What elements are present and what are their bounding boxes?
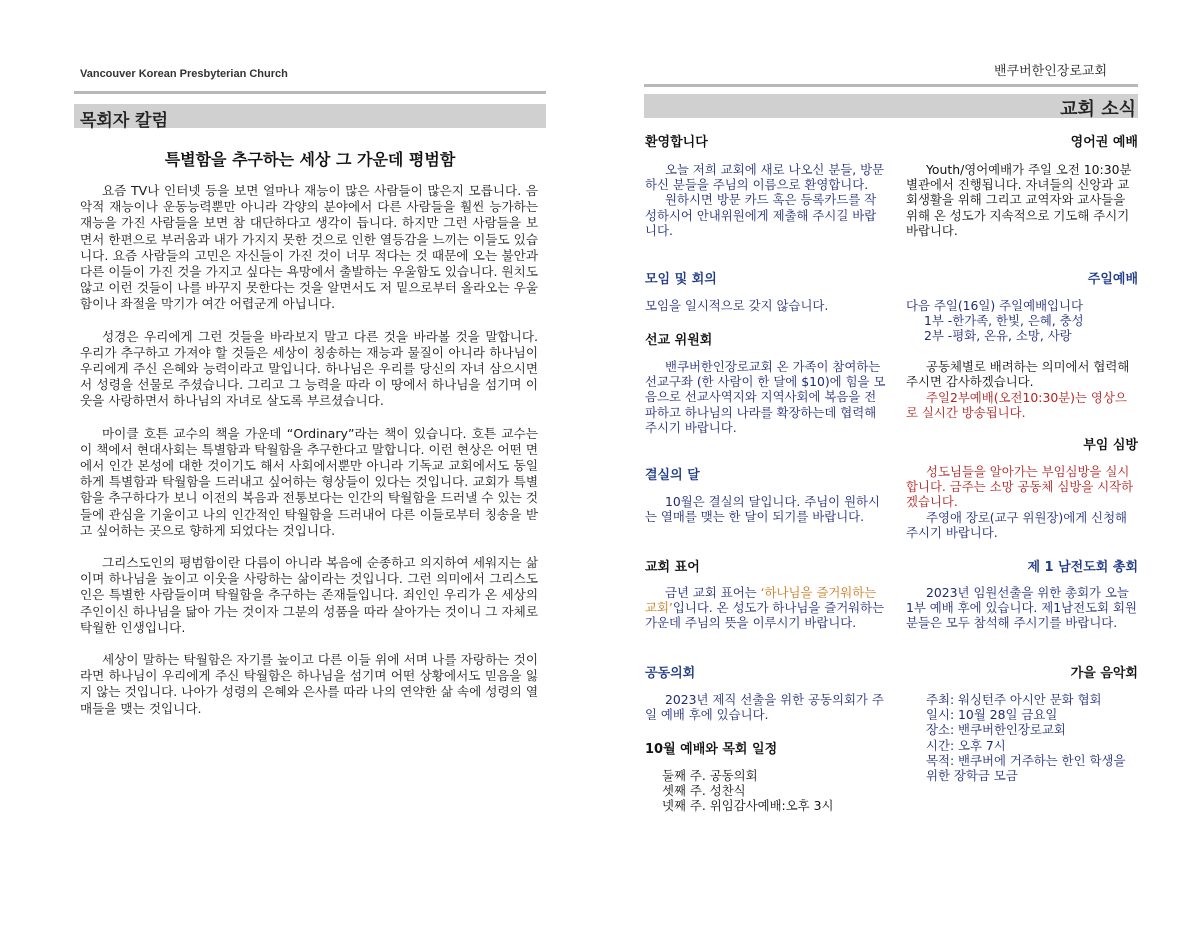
sunday-worship-line1: 다음 주일(16일) 주일예배입니다 (906, 298, 1083, 313)
harvest-heading: 결실의 달 (645, 468, 700, 483)
schedule-item: 넷째 주. 위임감사예배:오후 3시 (662, 798, 834, 814)
motto-text (645, 585, 887, 631)
left-header-rule (74, 91, 546, 94)
right-header-rule (644, 84, 1138, 87)
english-worship-heading: 영어권 예배 (1070, 135, 1138, 150)
mission-heading: 선교 위원회 (645, 333, 713, 348)
joint-council-heading: 공동의회 (645, 666, 696, 681)
english-worship-text: Youth/영어예배가 주일 오전 10:30분 별관에서 진행됩니다. 자녀들의 신앙과 교회생활을 위해 그리고 교역자와 교사들을 위해 온 성도가 지속적으로 기도해 주시기 바랍니다. (906, 162, 1132, 238)
visitation-red: 성도님들을 알아가는 부임심방을 실시합니다. 금주는 소망 공동체 심방을 시작하겠습니다. (906, 464, 1134, 510)
motto-pre: 금년 교회 표어는 (665, 585, 761, 600)
pastor-column-title: 목회자 칼럼 (80, 111, 169, 131)
church-name-english: Vancouver Korean Presbyterian Church (80, 68, 288, 80)
mens-assembly-text: 2023년 임원선출을 위한 총회가 오늘 1부 예배 후에 있습니다. 제1남전도회 회원분들은 모두 참석해 주시기를 바랍니다. (906, 585, 1137, 631)
motto-highlight: ‘하나님을 즐거워하는 교회’ (645, 585, 877, 616)
concert-line: 시간: 오후 7시 (926, 737, 1006, 753)
welcome-heading: 환영합니다 (645, 135, 708, 150)
concert-line: 장소: 밴쿠버한인장로교회 (926, 722, 1066, 738)
article-paragraph-1: 요즘 TV나 인터넷 등을 보면 얼마나 재능이 많은 사람들이 많은지 모릅니다. 음악적 재능이나 운동능력뿐만 아니라 각양의 분야에서 다른 사람들을 훨씬 능가하는 재능을 가진 사람들을 보면 참 대단하다고 생각이 듭니다. 하지만 그런 사람들을 보면서 한편으로 부러움과 내가 가지지 못한 것으로 인한 열등감을 느끼는 이들도 있습니다. 요즘 사람들의 고민은 자신들이 가진 것이 너무 적다는 것 때문에 오는 불안과 다른 이들이 가진 것을 가지고 싶다는 욕망에서 출발하는 우울함도 있습니다. 원치도 않고 이런 것들이 나를 바꾸지 못한다는 것을 알면서도 저 밑으로부터 올라오는 우울함이나 좌절을 막기가 여간 어렵군게 아닙니다. (80, 183, 538, 312)
sunday-worship-line2: 1부 -한가족, 한빛, 은혜, 충성 (924, 313, 1084, 329)
harvest-text: 10월은 결실의 달입니다. 주님이 원하시는 열매를 맺는 한 달이 되기를 바랍니다. (645, 494, 880, 525)
article-title: 특별함을 추구하는 세상 그 가운데 평범함 (164, 150, 456, 169)
welcome-p2: 원하시면 방문 카드 혹은 등록카드를 작성하시어 안내위원에게 제출해 주시길 바랍니다. (645, 192, 877, 238)
welcome-text (645, 162, 887, 238)
sunday-worship-line3: 2부 -평화, 온유, 소망, 사랑 (924, 328, 1072, 344)
schedule-heading: 10월 예배와 목회 일정 (645, 742, 778, 757)
sunday-worship-heading: 주일예배 (1087, 272, 1138, 287)
sunday-worship-text (906, 298, 1142, 344)
mission-text: 밴쿠버한인장로교회 온 가족이 참여하는 선교구좌 (한 사람이 한 달에 $10)에 힘을 모음으로 선교사역지와 지역사회에 복음을 전파하고 하나님의 나라를 확장하는데 협력해 주시기 바랍니다. (645, 359, 886, 435)
mens-assembly-heading: 제 1 남전도회 총회 (1027, 560, 1138, 575)
article-paragraph-4: 그리스도인의 평범함이란 다름이 아니라 복음에 순종하고 의지하여 세워지는 삶이며 하나님을 높이고 이웃을 사랑하는 삶이라는 것입니다. 그런 의미에서 그리스도인은 특별한 사람들이며 탁월함을 추구하는 존재들입니다. 죄인인 우리가 온 세상의 주인이신 하나님을 닮아 가는 것이자 그분의 성품을 따라 살아가는 것이니 그 자체로 탁월한 인생입니다. (80, 555, 538, 635)
visitation-text: 주영애 장로(교구 위원장)에게 신청해 주시기 바랍니다. (906, 510, 1128, 541)
pastor-column-banner (74, 104, 546, 131)
concert-line: 목적: 밴쿠버에 거주하는 한인 학생을 위한 장학금 모금 (926, 752, 1126, 784)
schedule-item: 셋째 주. 성찬식 (662, 783, 746, 799)
article-paragraph-2: 성경은 우리에게 그런 것들을 바라보지 말고 다른 것을 바라볼 것을 말합니다. 우리가 추구하고 가져야 할 것들은 세상이 칭송하는 재능과 물질이 아니라 하나님이 우리에게 주신 은혜와 능력이라고 말입니다. 하나님은 우리를 당신의 자녀 삼으시면서 성령을 선물로 주셨습니다. 그리고 그 능력을 따라 이 땅에서 하나님을 섬기며 이웃을 사랑하면서 하나님의 자녀로 살도록 부르셨습니다. (80, 328, 538, 409)
article-paragraph-3: 마이클 호튼 교수의 책을 가운데 “Ordinary”라는 책이 있습니다. 호튼 교수는 이 책에서 현대사회는 특별함과 탁월함을 추구한다고 말합니다. 이런 현상은 어떤 면에서 인간 본성에 대한 것이기도 해서 사회에서뿐만 아니라 기독교 교회에서도 동일하게 특별함과 탁월함을 드러내고 싶어하는 형상들이 있다는 것입니다. 교회가 특별함을 추구하다가 보니 이전의 복음과 전통보다는 인간의 탁월함을 드러낼 수 있는 것들에 관심을 기울이고 나의 인간적인 탁월함을 드러내어 다른 이들로부터 칭송을 받고 싶어하는 곳으로 향하게 되었다는 것입니다. (80, 425, 538, 538)
schedule-item: 둘째 주. 공동의회 (662, 768, 758, 783)
article-paragraph-5: 세상이 말하는 탁월함은 자기를 높이고 다른 이들 위에 서며 나를 자랑하는 것이라면 하나님이 우리에게 주신 탁월함은 하나님을 섬기며 어떤 상황에서도 믿음을 잃지 않는 것입니다. 나아가 성령의 은혜와 은사를 따라 나의 연약한 삶 속에 성령의 열매들을 맺는 것입니다. (80, 652, 538, 716)
joint-council-text: 2023년 제직 선출을 위한 공동의회가 주일 예배 후에 있습니다. (645, 692, 884, 723)
schedule-list (662, 768, 892, 814)
concert-line: 주최: 워싱턴주 아시안 문화 협회 (926, 692, 1102, 707)
church-news-banner (644, 94, 1138, 118)
visitation-heading: 부임 심방 (1083, 438, 1138, 453)
meetings-heading: 모임 및 회의 (645, 272, 717, 287)
church-name-korean: 밴쿠버한인장로교회 (994, 64, 1108, 79)
church-news-title: 교회 소식 (1060, 99, 1136, 120)
article-body (80, 183, 538, 733)
concert-heading: 가을 음악회 (1070, 666, 1138, 681)
sunday-worship-note: 공동체별로 배려하는 의미에서 협력해 주시면 감사하겠습니다. (906, 359, 1130, 390)
sunday-worship-broadcast: 주일2부예배(오전10:30분)는 영상으로 실시간 방송됩니다. (906, 390, 1127, 421)
motto-post: 입니다. 온 성도가 하나님을 즐거워하는 가운데 주님의 뜻을 이루시기 바랍니다. (645, 600, 885, 631)
concert-line: 일시: 10월 28일 금요일 (926, 707, 1058, 723)
meetings-text: 모임을 일시적으로 갖지 않습니다. (645, 298, 829, 313)
concert-details (926, 692, 1138, 783)
motto-heading: 교회 표어 (645, 560, 700, 575)
welcome-p1: 오늘 저희 교회에 새로 나오신 분들, 방문하신 분들을 주님의 이름으로 환영합니다. (645, 162, 885, 193)
